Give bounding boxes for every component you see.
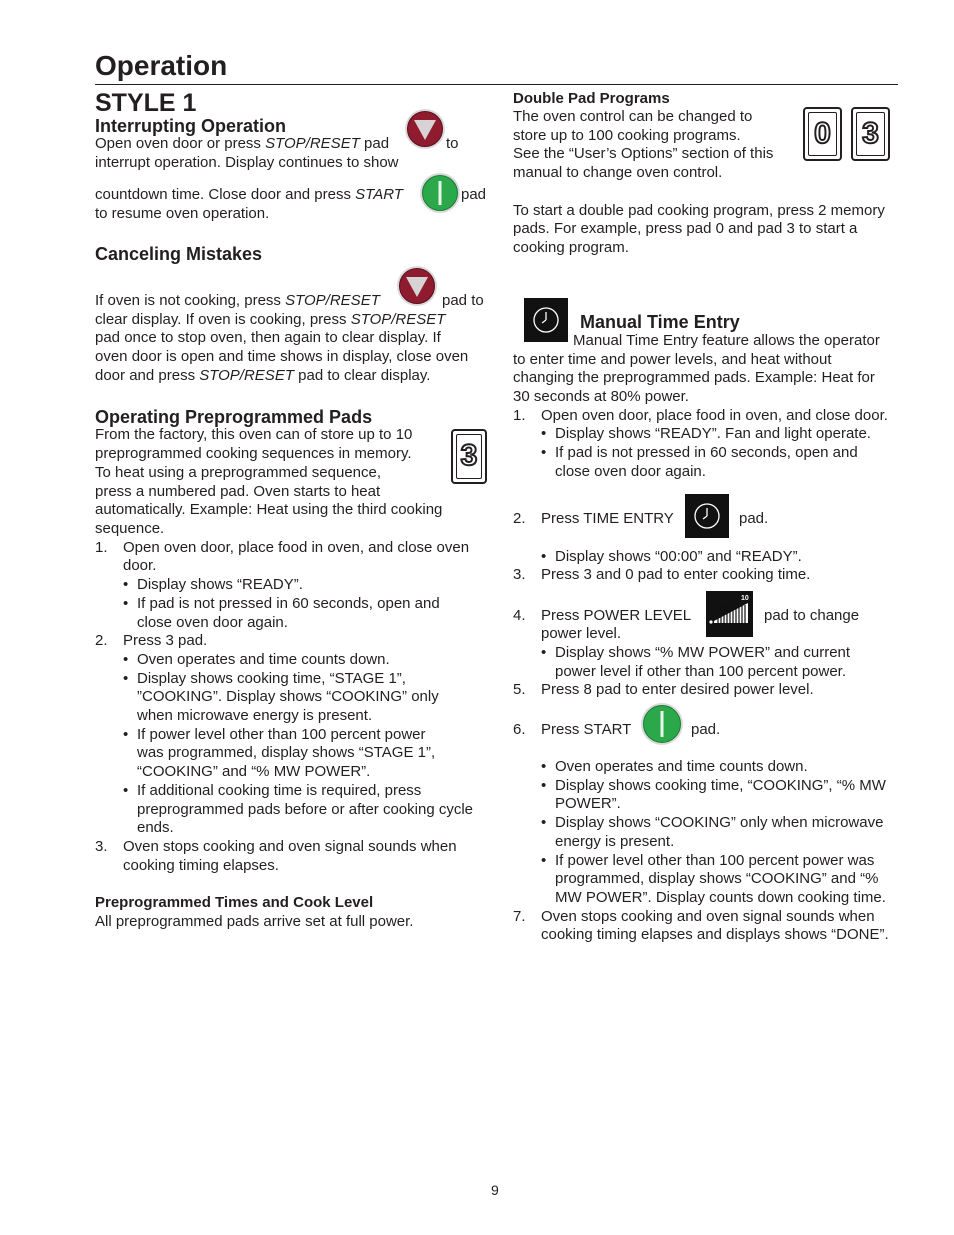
manual-step-2-bullet-1: Display shows “00:00” and “READY”.	[555, 548, 802, 565]
manual-step-6-bullet-3-cont: energy is present.	[555, 833, 675, 850]
double-pad-line-4: manual to change oven control.	[513, 164, 723, 181]
step-2-bullet-4: If additional cooking time is required, press	[137, 782, 422, 799]
bullet-dot: •	[541, 644, 547, 661]
times-text: All preprogrammed pads arrive set at full power.	[95, 913, 414, 930]
step-2-bullet-3-cont: was programmed, display shows “STAGE 1”,	[137, 744, 436, 761]
bullet-dot: •	[541, 814, 547, 831]
manual-step-6-pad: pad.	[691, 721, 721, 738]
manual-step-2-number: 2.	[513, 510, 526, 527]
time-entry-pad-icon	[685, 494, 729, 538]
start-icon	[640, 702, 684, 746]
step-2-bullet-2: Display shows cooking time, “STAGE 1”,	[137, 670, 406, 687]
bullet-dot: •	[123, 576, 129, 593]
power-level-icon	[706, 591, 753, 637]
manual-intro-2: to enter time and power levels, and heat without	[513, 351, 832, 368]
double-pad-line-3: See the “User’s Options” section of this	[513, 145, 774, 162]
preprogrammed-title: Operating Preprogrammed Pads	[95, 407, 373, 427]
canceling-line-3: pad once to stop oven, then again to clear display. If	[95, 329, 441, 346]
page-number: 9	[491, 1182, 499, 1198]
bullet-dot: •	[541, 425, 547, 442]
pad-0-icon: 0	[803, 107, 842, 161]
pad-3-icon: 3	[451, 429, 487, 484]
manual-step-1-bullet-2: If pad is not pressed in 60 seconds, open and	[555, 444, 858, 461]
step-1-bullet-2: If pad is not pressed in 60 seconds, open and	[137, 595, 440, 612]
manual-step-1-number: 1.	[513, 407, 526, 424]
double-pad-para2-3: cooking program.	[513, 239, 629, 256]
manual-step-2-text: Press TIME ENTRY	[541, 510, 674, 527]
preprogrammed-intro-5: automatically. Example: Heat using the third cooking	[95, 501, 443, 518]
bullet-dot: •	[123, 670, 129, 687]
step-1-text: Open oven door, place food in oven, and close oven	[123, 539, 470, 556]
manual-intro-4: 30 seconds at 80% power.	[513, 388, 689, 405]
manual-step-6-bullet-4: If power level other than 100 percent power was	[555, 852, 875, 869]
manual-step-1-bullet-2-cont: close oven door again.	[555, 463, 706, 480]
step-2-bullet-4-cont: ends.	[137, 819, 174, 836]
bullet-dot: •	[123, 782, 129, 799]
title-rule	[95, 84, 898, 85]
style-title: STYLE 1	[95, 89, 197, 117]
manual-step-2-pad: pad.	[739, 510, 769, 527]
time-entry-pad-icon	[524, 298, 568, 342]
double-pad-line-1: The oven control can be changed to	[513, 108, 753, 125]
manual-intro-1: Manual Time Entry feature allows the operator	[573, 332, 880, 349]
power-level-icon-label: 10	[741, 595, 749, 602]
canceling-line-1: If oven is not cooking, press STOP/RESET	[95, 292, 380, 309]
step-2-bullet-3-cont: “COOKING” and “% MW POWER”.	[137, 763, 371, 780]
canceling-pad-to: pad to	[442, 292, 484, 309]
preprogrammed-intro-1: From the factory, this oven can of store up to 10	[95, 426, 413, 443]
interrupting-pad: pad	[461, 186, 487, 203]
preprogrammed-intro-2: preprogrammed cooking sequences in memory.	[95, 445, 412, 462]
canceling-line-5: door and press STOP/RESET pad to clear display.	[95, 367, 431, 384]
step-2-bullet-3: If power level other than 100 percent power	[137, 726, 426, 743]
interrupting-line-2: interrupt operation. Display continues to show	[95, 154, 399, 171]
bullet-dot: •	[541, 444, 547, 461]
pad-3-icon: 3	[851, 107, 890, 161]
manual-step-5-number: 5.	[513, 681, 526, 698]
step-1-bullet-2-cont: close oven door again.	[137, 614, 288, 631]
manual-step-7-number: 7.	[513, 908, 526, 925]
manual-step-6-bullet-4-cont: programmed, display shows “COOKING” and “%	[555, 870, 879, 887]
bullet-dot: •	[123, 651, 129, 668]
manual-step-4-number: 4.	[513, 607, 526, 624]
canceling-line-4: oven door is open and time shows in display, close oven	[95, 348, 469, 365]
manual-time-title: Manual Time Entry	[580, 312, 740, 332]
clock-icon	[685, 494, 729, 538]
interrupting-line-3: countdown time. Close door and press START	[95, 186, 403, 203]
manual-step-1-text: Open oven door, place food in oven, and close door.	[541, 407, 888, 424]
double-pad-para2-2: pads. For example, press pad 0 and pad 3 to start a	[513, 220, 858, 237]
step-2-bullet-2-cont: ”COOKING”. Display shows “COOKING” only	[137, 688, 439, 705]
manual-step-4-bullet-1-cont: power level if other than 100 percent power.	[555, 663, 847, 680]
manual-step-3-text: Press 3 and 0 pad to enter cooking time.	[541, 566, 811, 583]
manual-step-3-number: 3.	[513, 566, 526, 583]
bullet-dot: •	[541, 758, 547, 775]
section-title: Operation	[95, 50, 228, 81]
power-level-pad-icon	[706, 591, 753, 637]
step-2-text: Press 3 pad.	[123, 632, 208, 649]
manual-step-1-bullet-1: Display shows “READY”. Fan and light operate.	[555, 425, 871, 442]
double-pad-title: Double Pad Programs	[513, 90, 670, 107]
step-2-bullet-4-cont: preprogrammed pads before or after cooking cycle	[137, 801, 474, 818]
manual-step-6-text: Press START	[541, 721, 632, 738]
preprogrammed-intro-6: sequence.	[95, 520, 165, 537]
manual-step-4-text: Press POWER LEVEL	[541, 607, 692, 624]
step-3-number: 3.	[95, 838, 108, 855]
canceling-title: Canceling Mistakes	[95, 244, 263, 264]
manual-step-7-text: Oven stops cooking and oven signal sounds when	[541, 908, 875, 925]
manual-step-6-bullet-1: Oven operates and time counts down.	[555, 758, 808, 775]
interrupting-line-1: Open oven door or press STOP/RESET pad	[95, 135, 390, 152]
preprogrammed-intro-3: To heat using a preprogrammed sequence,	[95, 464, 382, 481]
step-3-text-cont: cooking timing elapses.	[123, 857, 279, 874]
canceling-line-2: clear display. If oven is cooking, press STOP/RESET	[95, 311, 446, 328]
bullet-dot: •	[541, 548, 547, 565]
bullet-dot: •	[541, 852, 547, 869]
bullet-dot: •	[123, 595, 129, 612]
start-icon	[419, 172, 461, 214]
step-2-bullet-2-cont: when microwave energy is present.	[137, 707, 373, 724]
stop-reset-icon	[396, 265, 438, 307]
interrupting-title: Interrupting Operation	[95, 116, 286, 136]
manual-step-4-bullet-1: Display shows “% MW POWER” and current	[555, 644, 851, 661]
step-2-number: 2.	[95, 632, 108, 649]
step-2-bullet-1: Oven operates and time counts down.	[137, 651, 390, 668]
manual-step-4-text-b: pad to change	[764, 607, 860, 624]
clock-icon	[524, 298, 568, 342]
interrupting-line-4: to resume oven operation.	[95, 205, 270, 222]
double-pad-line-2: store up to 100 cooking programs.	[513, 127, 741, 144]
times-title: Preprogrammed Times and Cook Level	[95, 894, 374, 911]
step-1-bullet-1: Display shows “READY”.	[137, 576, 303, 593]
manual-intro-3: changing the preprogrammed pads. Example: Heat for	[513, 369, 875, 386]
manual-step-6-bullet-2: Display shows cooking time, “COOKING”, “% MW	[555, 777, 886, 794]
manual-step-4-text-c: power level.	[541, 625, 622, 642]
bullet-dot: •	[123, 726, 129, 743]
manual-step-6-number: 6.	[513, 721, 526, 738]
manual-step-6-bullet-2-cont: POWER”.	[555, 795, 621, 812]
bullet-dot: •	[541, 777, 547, 794]
manual-step-7-text-cont: cooking timing elapses and displays shows “DONE”.	[541, 926, 889, 943]
manual-step-6-bullet-3: Display shows “COOKING” only when microwave	[555, 814, 884, 831]
step-1-text-cont: door.	[123, 557, 157, 574]
manual-step-5-text: Press 8 pad to enter desired power level.	[541, 681, 814, 698]
manual-step-6-bullet-4-cont: MW POWER”. Display counts down cooking time.	[555, 889, 886, 906]
interrupting-to: to	[446, 135, 459, 152]
stop-reset-icon	[404, 108, 446, 150]
double-pad-para2-1: To start a double pad cooking program, press 2 memory	[513, 202, 885, 219]
preprogrammed-intro-4: press a numbered pad. Oven starts to heat	[95, 483, 381, 500]
step-3-text: Oven stops cooking and oven signal sounds when	[123, 838, 457, 855]
step-1-number: 1.	[95, 539, 108, 556]
